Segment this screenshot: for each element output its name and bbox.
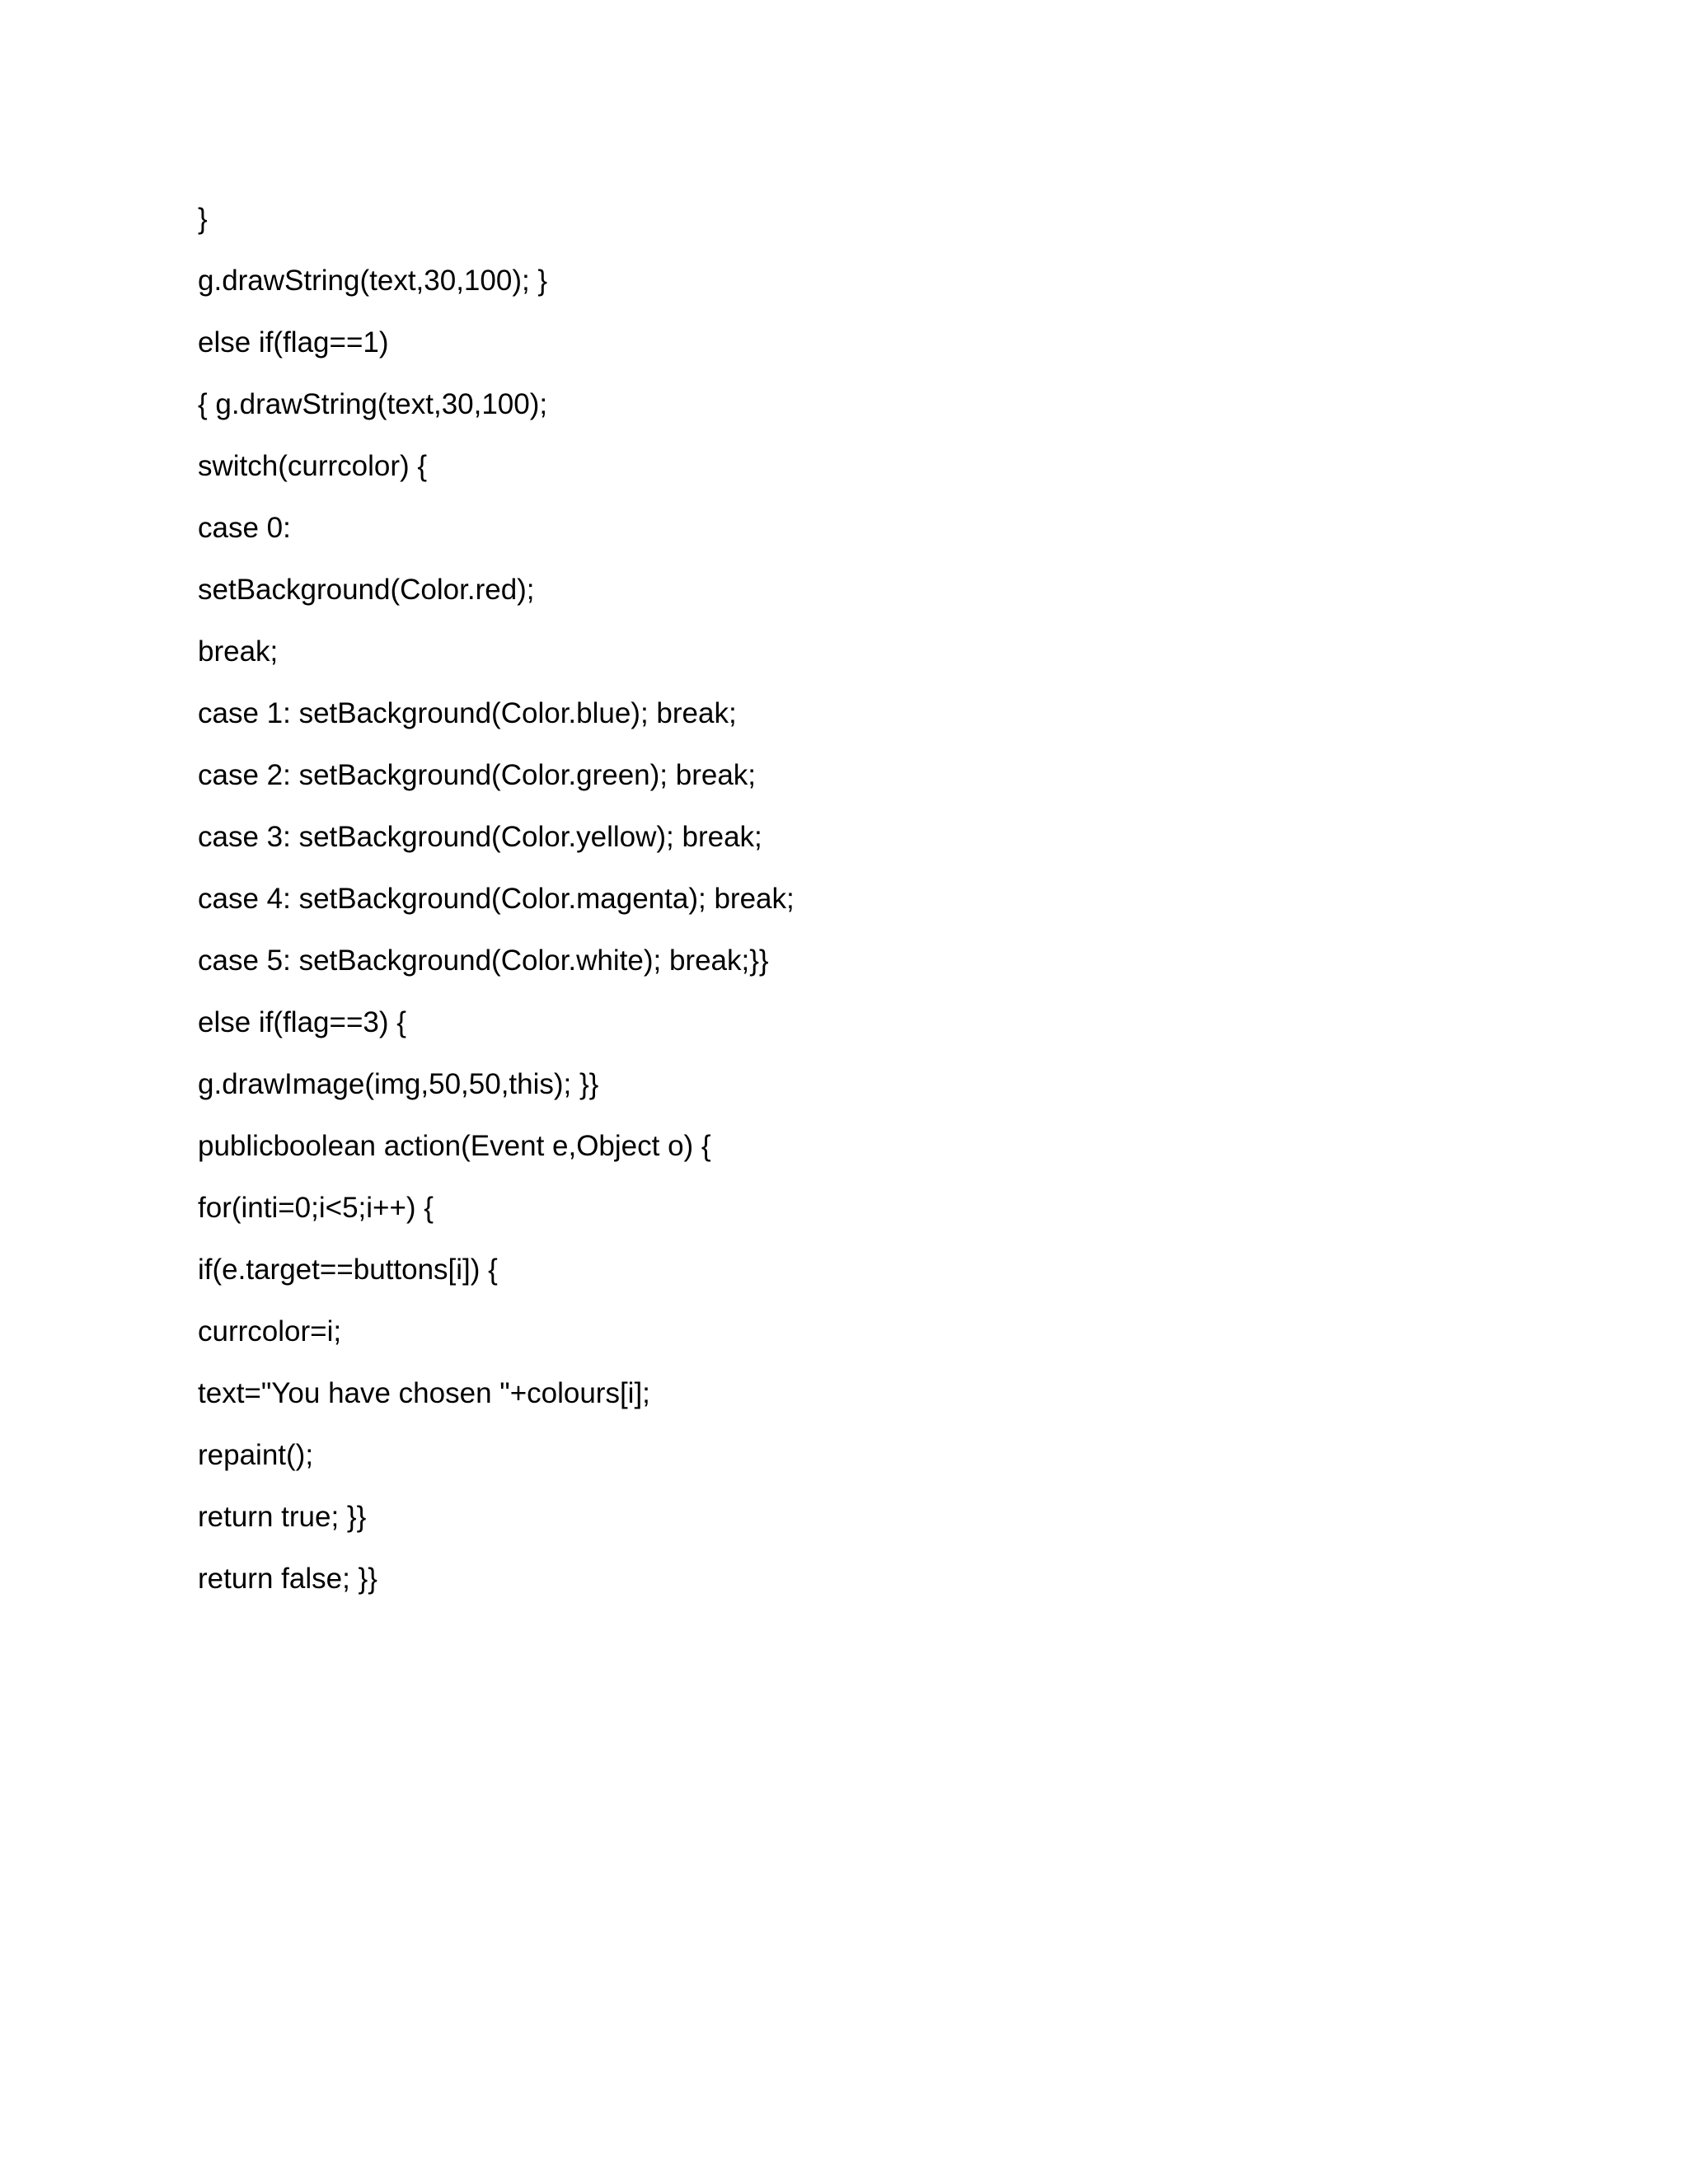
code-line: text="You have chosen "+colours[i]; [198,1377,650,1409]
code-line: case 4: setBackground(Color.magenta); break; [198,883,795,915]
code-line: else if(flag==1) [198,326,389,359]
code-line: setBackground(Color.red); [198,574,535,606]
code-line: g.drawImage(img,50,50,this); }} [198,1068,599,1100]
code-line: return false; }} [198,1563,377,1595]
code-line: break; [198,635,279,668]
code-line: else if(flag==3) { [198,1006,406,1038]
code-line: } [198,203,208,235]
code-line: currcolor=i; [198,1315,342,1347]
code-line: for(inti=0;i<5;i++) { [198,1192,434,1224]
code-line: case 5: setBackground(Color.white); break;}} [198,944,769,977]
code-line: switch(currcolor) { [198,450,428,482]
code-line: { g.drawString(text,30,100); [198,388,548,420]
code-listing [198,188,1517,1610]
code-line: g.drawString(text,30,100); } [198,265,548,297]
code-line: case 2: setBackground(Color.green); break; [198,759,757,791]
code-line: case 0: [198,512,291,544]
code-line: if(e.target==buttons[i]) { [198,1254,498,1286]
code-line: case 1: setBackground(Color.blue); break; [198,697,737,729]
code-line: case 3: setBackground(Color.yellow); break; [198,821,762,853]
code-line: publicboolean action(Event e,Object o) { [198,1130,711,1162]
code-line: return true; }} [198,1501,367,1533]
code-line: repaint(); [198,1439,314,1471]
